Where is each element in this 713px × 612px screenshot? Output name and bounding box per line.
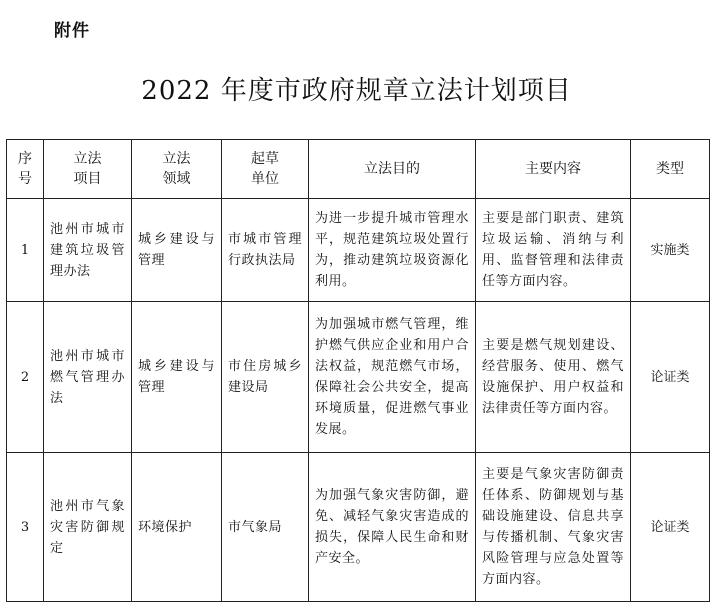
header-purpose: 立法目的 (309, 140, 476, 199)
cell-project: 池州市气象灾害防御规定 (44, 453, 132, 602)
table-row (7, 302, 710, 453)
header-type: 类型 (631, 140, 710, 199)
cell-type: 论证类 (631, 453, 710, 602)
header-field (132, 140, 222, 199)
cell-field: 城乡建设与管理 (132, 199, 222, 302)
header-no-line2: 号 (18, 171, 32, 187)
cell-purpose: 为进一步提升城市管理水平，规范建筑垃圾处置行为，推动建筑垃圾资源化利用。 (309, 199, 476, 302)
header-no (7, 140, 44, 199)
table-header-row (7, 140, 710, 199)
header-field-line2: 领域 (162, 171, 191, 187)
header-field-line1: 立法 (162, 151, 191, 167)
cell-type: 实施类 (631, 199, 710, 302)
cell-type: 论证类 (631, 302, 710, 453)
cell-no: 1 (7, 199, 44, 302)
table-row (7, 199, 710, 302)
cell-content: 主要是部门职责、建筑垃圾运输、消纳与利用、监督管理和法律责任等方面内容。 (476, 199, 631, 302)
cell-no: 3 (7, 453, 44, 602)
header-drafter (222, 140, 309, 199)
header-drafter-line1: 起草 (251, 151, 279, 167)
cell-drafter: 市气象局 (222, 453, 309, 602)
legislation-plan-table (6, 139, 710, 602)
header-drafter-line2: 单位 (251, 171, 279, 187)
cell-drafter: 市住房城乡建设局 (222, 302, 309, 453)
cell-purpose: 为加强城市燃气管理，维护燃气供应企业和用户合法权益，规范燃气市场，保障社会公共安全，提高环境质量，促进燃气事业发展。 (309, 302, 476, 453)
header-no-line1: 序 (18, 151, 32, 167)
header-project-line2: 项目 (73, 171, 102, 187)
cell-project: 池州市城市燃气管理办法 (44, 302, 132, 453)
cell-content: 主要是气象灾害防御责任体系、防御规划与基础设施建设、信息共享与传播机制、气象灾害风险管理与应急处置等方面内容。 (476, 453, 631, 602)
cell-drafter: 市城市管理行政执法局 (222, 199, 309, 302)
header-project (44, 140, 132, 199)
header-project-line1: 立法 (73, 151, 102, 167)
page-title: 2022 年度市政府规章立法计划项目 (141, 76, 572, 106)
attachment-label: 附件 (54, 21, 90, 41)
table-row (7, 453, 710, 602)
cell-field: 环境保护 (132, 453, 222, 602)
cell-field: 城乡建设与管理 (132, 302, 222, 453)
cell-purpose: 为加强气象灾害防御，避免、减轻气象灾害造成的损失，保障人民生命和财产安全。 (309, 453, 476, 602)
header-content: 主要内容 (476, 140, 631, 199)
cell-content: 主要是燃气规划建设、经营服务、使用、燃气设施保护、用户权益和法律责任等方面内容。 (476, 302, 631, 453)
cell-no: 2 (7, 302, 44, 453)
cell-project: 池州市城市建筑垃圾管理办法 (44, 199, 132, 302)
